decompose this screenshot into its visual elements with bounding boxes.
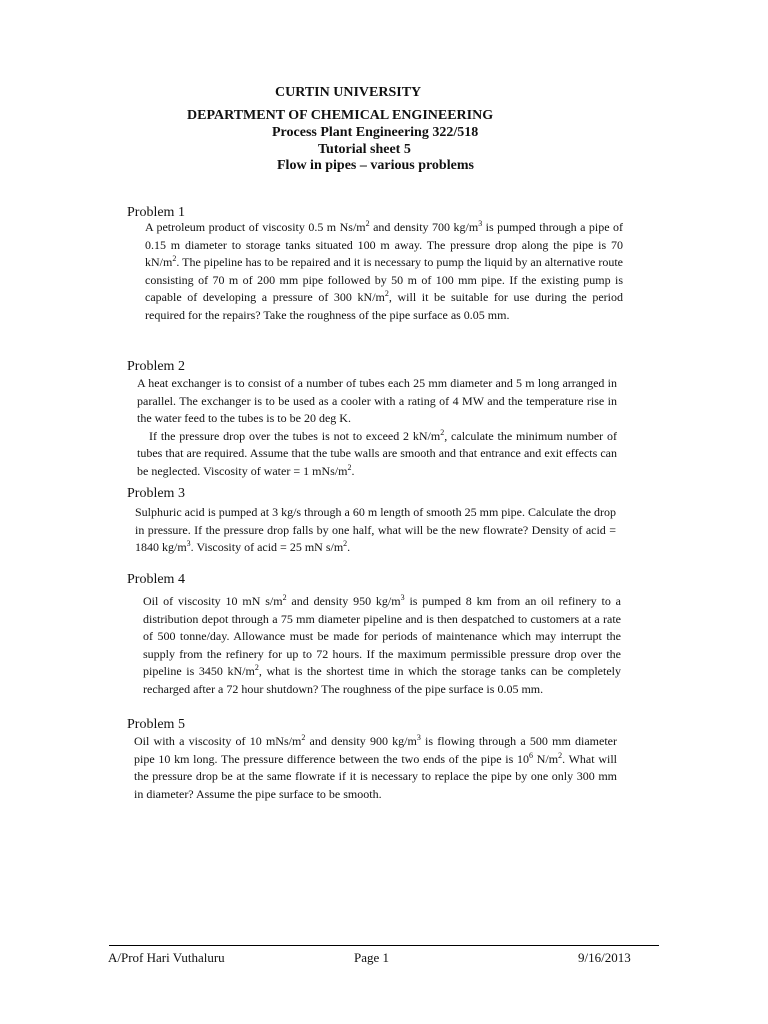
problem-2-title: Problem 2	[127, 359, 185, 374]
university-name: CURTIN UNIVERSITY	[275, 85, 422, 100]
footer-page-number: Page 1	[354, 950, 390, 965]
problem-1-title: Problem 1	[127, 205, 185, 220]
course-title: Process Plant Engineering 322/518	[272, 125, 479, 140]
footer-author: A/Prof Hari Vuthaluru	[108, 950, 225, 965]
problem-2-para-2: If the pressure drop over the tubes is not to exceed 2 $kN/m^2$, calculate the minimum number of tubes that are required. Assume that the tube walls are smooth and that entrance and exit effects can be neglected. Viscosity of water = 1 mNs/$m^2$.	[137, 427, 617, 478]
problem-2-para-1: A heat exchanger is to consist of a number of tubes each 25 mm diameter and 5 m long arranged in parallel. The exchanger is to be used as a cooler with a rating of 4 MW and the temperature rise in the water feed to the tubes is to be 20 deg K.	[137, 376, 617, 425]
problem-5-text: Oil with a viscosity of 10 mNs/$m^2$ and density 900 $kg/m^3$ is flowing through a 500 mm diameter pipe 10 km long. The pressure difference between the two ends of the pipe is $10^6$ $N/m^2$. What will the pressure drop be at the same flowrate if it is necessary to replace the pipe by one only 300 mm in diameter? Assume the pipe surface to be smooth.	[134, 733, 617, 801]
problem-4-text: Oil of viscosity 10 mN $s/m^2$ and density 950 $kg/m^3$ is pumped 8 km from an oil refinery to a distribution depot through a 75 mm diameter pipeline and is then despatched to customers at a rate of 500 tonne/day. Allowance must be made for periods of maintenance which may interrupt the supply from the refinery for up to 72 hours. If the maximum permissible pressure drop over the pipeline is 3450 $kN/m^2$, what is the shortest time in which the storage tanks can be completely recharged after a 72 hour shutdown? The roughness of the pipe surface is 0.05 mm.	[143, 593, 621, 696]
department-name: DEPARTMENT OF CHEMICAL ENGINEERING	[187, 108, 494, 123]
sheet-title: Tutorial sheet 5	[318, 142, 411, 157]
topic-title: Flow in pipes – various problems	[277, 158, 474, 173]
problem-1-text: A petroleum product of viscosity 0.5 m $Ns/m^2$ and density 700 $kg/m^3$ is pumped through a pipe of 0.15 m diameter to storage tanks situated 100 m away. The pressure drop along the pipe is 70 $kN/m^2$. The pipeline has to be repaired and it is necessary to pump the liquid by an alternative route consisting of 70 m of 200 mm pipe followed by 50 m of 100 mm pipe. If the existing pump is capable of developing a pressure of 300 $kN/m^2$, will it be suitable for use during the period required for the repairs? Take the roughness of the pipe surface as 0.05 mm.	[145, 219, 623, 322]
problem-3-title: Problem 3	[127, 486, 185, 501]
problem-2-text	[137, 375, 617, 480]
problem-5-title: Problem 5	[127, 717, 185, 732]
footer-date: 9/16/2013	[578, 950, 631, 965]
footer-divider	[109, 945, 659, 946]
problem-3-text: Sulphuric acid is pumped at 3 kg/s through a 60 m length of smooth 25 mm pipe. Calculate the drop in pressure. If the pressure drop falls by one half, what will be the new flowrate? Density of acid = 1840 $kg/m^3$. Viscosity of acid = 25 mN $s/m^2$.	[135, 505, 616, 554]
problem-4-title: Problem 4	[127, 572, 185, 587]
